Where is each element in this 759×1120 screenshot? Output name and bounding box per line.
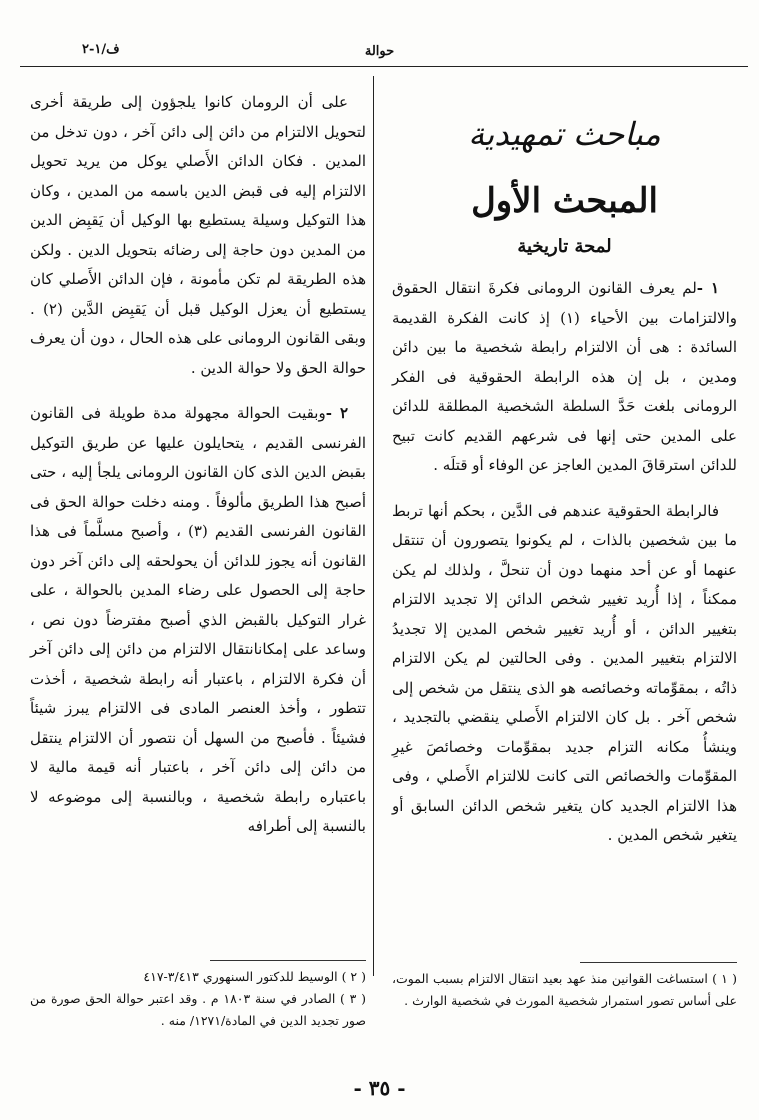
footnote-1: ( ١ ) استساغت القوانين منذ عهد بعيد انتقال الالتزام بسبب الموت، على أساس تصور استمرار شخصية المورث في شخصية الوارث . [392, 971, 737, 1008]
column-divider [373, 76, 374, 976]
paragraph-number: ٢ - [325, 404, 348, 422]
footnote-rule-right [580, 962, 737, 963]
header-rule [20, 66, 748, 67]
footnotes-right [392, 968, 737, 1012]
left-column [30, 88, 366, 842]
page-number: - ٣٥ - [353, 1076, 406, 1100]
footnotes-left [30, 966, 366, 1032]
paragraph-text: لم يعرف القانون الرومانى فكرةَ انتقال الحقوق والالتزامات بين الأحياء (١) إذ كانت الفكرة القديمة السائدة : هى أن الالتزام رابطة شخصية ما بين دائن ومدين ، بل إن هذه الرابطة الحقوقية فى الفكر الرومانى بلغت حَدَّ السلطة الشخصية المطلقة للدائن على المدين حتى إنها فى شرعهم القديم كانت تبيح للدائن استرقاقَ المدين العاجز عن الوفاء أو قتلَه . [392, 279, 737, 474]
chapter-subtitle: لمحة تاريخية [517, 236, 612, 257]
right-column [392, 96, 737, 851]
paragraph-1 [392, 274, 737, 481]
footnote-2: ( ٢ ) الوسيط للدكتور السنهوري ٣/٤١٣-٤١٧ [143, 969, 366, 984]
running-header-code: ف/١-٢ [82, 42, 120, 57]
paragraph-4 [30, 399, 366, 842]
footnote-rule-left [210, 960, 366, 961]
paragraph-2: فالرابطة الحقوقية عندهم فى الدَّين ، بحكم أنها تربط ما بين شخصين بالذات ، لم يكونوا يتصورون أن تنتقل عنهما أو عن أحد منهما دون أن تنحلَّ ، ولذلك لم يكن ممكناً ، إذا أُريد تغيير شخص الدائن إلا تجديد الالتزام بتغيير الدائن ، أو أُريد تغيير شخص المدين إلا تجديدُ الالتزام بتغيير المدين . وفى الحالتين لم يكن الالتزام ذاتُه ، بمقوِّماته وخصائصه هو الذى ينتقل من شخص إلى شخص آخر . بل كان الالتزام الأَصلي ينقضي بالتجديد ، وينشأُ مكانه التزام جديد بمقوِّمات وخصائصَ غيرِ المقوِّمات والخصائص التى كانت للالتزام الأَصلي ، وفى هذا الالتزام الجديد كان يتغير شخص الدائن السابق أو يتغير شخص المدين . [392, 501, 737, 844]
chapter-title: المبحث الأول [471, 181, 658, 221]
section-title: مباحث تمهيدية [468, 115, 661, 153]
paragraph-number: ١ - [696, 279, 719, 297]
running-header-title: حوالة [364, 44, 395, 59]
paragraph-text: وبقيت الحوالة مجهولة مدة طويلة فى القانون الفرنسى القديم ، يتحايلون عليها عن طريق التوكيل بقبض الدين الذى كان القانون الرومانى يلجأ إليه ، حتى أصبح هذا الطريق مألوفاً . ومنه دخلت حوالة الحق فى القانون الفرنسى القديم (٣) ، وأصبح مسلَّماً فى هذا القانون أنه يجوز للدائن أن يحولحقه إلى دائن آخر دون حاجة إلى الحصول على رضاء المدين بالحوالة ، على غرار التوكيل بالقبض الذي أصبح مفترضاً دون نص ، وساعد على إمكانانتقال الالتزام من دائن إلى دائن آخر أن فكرة الالتزام ، باعتبار أنه رابطة شخصية ، أخذت تتطور ، وأخذ العنصر المادى فى الالتزام يبرز شيئاً فشيئاً . فأصبح من السهل أن نتصور أن الالتزام ينتقل من دائن إلى دائن آخر ، باعتبار أنه قيمة مالية لا باعتباره رابطة شخصية ، وبالنسبة إلى موضوعه لا بالنسبة إلى أطرافه [30, 404, 367, 835]
paragraph-3: على أن الرومان كانوا يلجؤون إلى طريقة أخرى لتحويل الالتزام من دائن إلى دائن آخر ، دون تدخل من المدين . فكان الدائن الأَصلي يوكل من يريد تحويل الالتزام إليه فى قبض الدين باسمه من المدين ، وكان هذا التوكيل وسيلة يستطيع بها الوكيل أن يَقبِض الدين من المدين دون حاجة إلى رضائه بتحويل الدين . ولكن هذه الطريقة لم تكن مأمونة ، فإن الدائن الأَصلي كان يستطيع أن يعزل الوكيل قبل أن يَقبِض الدَّين (٢) . وبقى القانون الرومانى على هذه الحال ، دون أن يعرف حوالة الحق ولا حوالة الدين . [30, 93, 367, 377]
footnote-3: ( ٣ ) الصادر في سنة ١٨٠٣ م . وقد اعتبر حوالة الحق صورة من صور تجديد الدين في المادة/١٢٧١/ منه . [30, 991, 366, 1028]
